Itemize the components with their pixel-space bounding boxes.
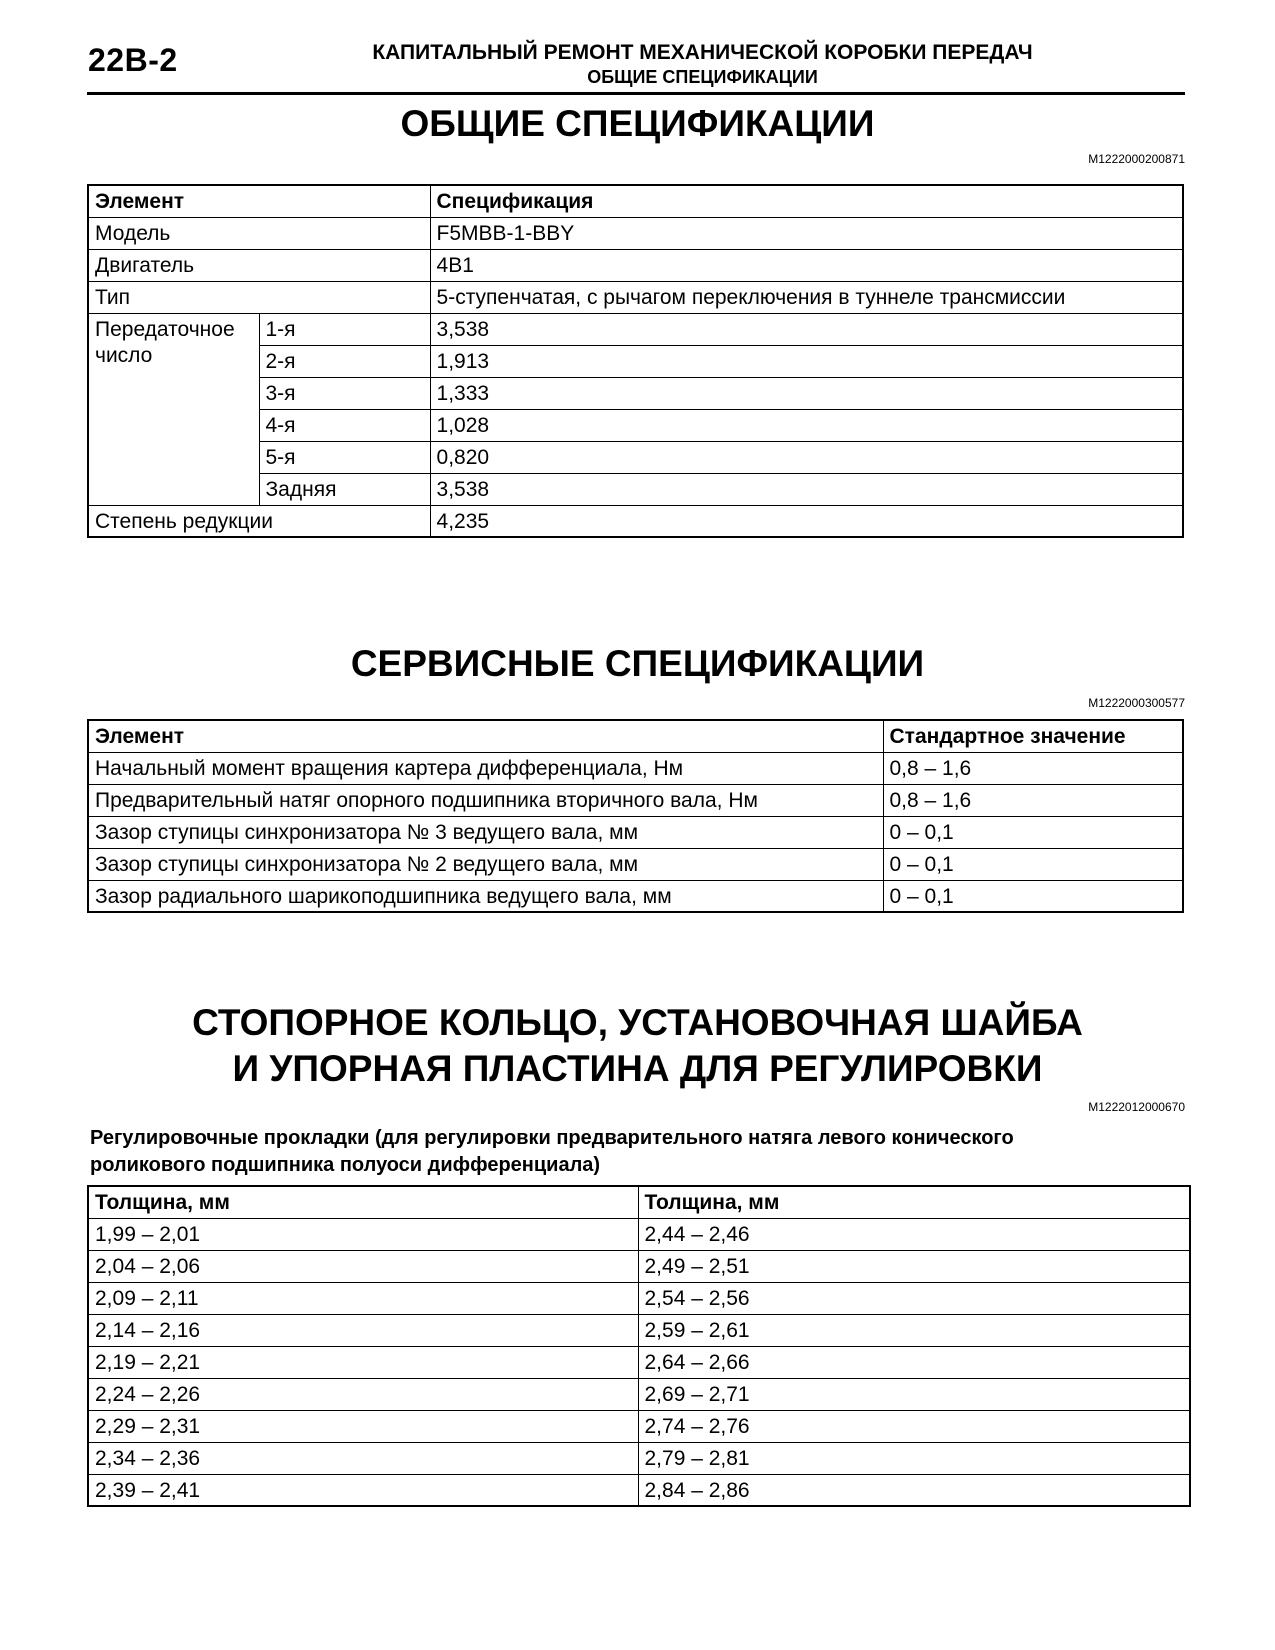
reduction-label: Степень редукции [88, 505, 430, 537]
header-section-title: ОБЩИЕ СПЕЦИФИКАЦИИ [587, 67, 818, 87]
general-specs-code: M1222000200871 [1088, 152, 1185, 166]
thickness-cell: 2,54 – 2,56 [638, 1282, 1190, 1314]
table-row [88, 217, 1183, 249]
gear-label: 4-я [259, 409, 430, 441]
thickness-cell: 1,99 – 2,01 [88, 1218, 638, 1250]
table-row [88, 784, 1183, 816]
service-value: 0,8 – 1,6 [883, 784, 1183, 816]
table-row [88, 313, 1183, 345]
thickness-cell: 2,69 – 2,71 [638, 1378, 1190, 1410]
thickness-cell: 2,49 – 2,51 [638, 1250, 1190, 1282]
service-item: Предварительный натяг опорного подшипника вторичного вала, Нм [88, 784, 883, 816]
table-header-row [88, 720, 1183, 752]
column-header-spec: Спецификация [430, 185, 1183, 217]
thickness-cell: 2,74 – 2,76 [638, 1410, 1190, 1442]
column-header-standard-value: Стандартное значение [883, 720, 1183, 752]
thickness-cell: 2,64 – 2,66 [638, 1346, 1190, 1378]
type-value: 5-ступенчатая, с рычагом переключения в туннеле трансмиссии [430, 281, 1183, 313]
service-specs-table [87, 719, 1184, 913]
gear-ratio-value: 1,333 [430, 377, 1183, 409]
service-value: 0 – 0,1 [883, 848, 1183, 880]
header-chapter-title: КАПИТАЛЬНЫЙ РЕМОНТ МЕХАНИЧЕСКОЙ КОРОБКИ ПЕРЕДАЧ [372, 41, 1033, 64]
service-specs-code: M1222000300577 [1088, 696, 1185, 710]
thickness-cell: 2,79 – 2,81 [638, 1442, 1190, 1474]
table-row [88, 281, 1183, 313]
table-row [88, 249, 1183, 281]
gear-label: 2-я [259, 345, 430, 377]
gear-ratio-label: Передаточное число [88, 313, 259, 505]
engine-label: Двигатель [88, 249, 430, 281]
gear-ratio-value: 0,820 [430, 441, 1183, 473]
thickness-cell: 2,14 – 2,16 [88, 1314, 638, 1346]
general-specs-title: ОБЩИЕ СПЕЦИФИКАЦИИ [400, 103, 875, 144]
table-row [88, 1314, 1190, 1346]
type-label: Тип [88, 281, 430, 313]
gear-label: 5-я [259, 441, 430, 473]
gear-label: 3-я [259, 377, 430, 409]
table-row [88, 1282, 1190, 1314]
column-header-thickness: Толщина, мм [88, 1186, 638, 1218]
running-header [260, 40, 1145, 88]
table-row [88, 752, 1183, 784]
header-rule [87, 92, 1185, 95]
reduction-value: 4,235 [430, 505, 1183, 537]
service-value: 0 – 0,1 [883, 880, 1183, 912]
shim-subheading [90, 1125, 1190, 1179]
service-item: Зазор радиального шарикоподшипника ведущего вала, мм [88, 880, 883, 912]
gear-label: Задняя [259, 473, 430, 505]
service-value: 0,8 – 1,6 [883, 752, 1183, 784]
table-row [88, 1346, 1190, 1378]
table-row [88, 848, 1183, 880]
service-value: 0 – 0,1 [883, 816, 1183, 848]
column-header-thickness: Толщина, мм [638, 1186, 1190, 1218]
engine-value: 4B1 [430, 249, 1183, 281]
table-row [88, 1410, 1190, 1442]
snap-rings-title-line2: И УПОРНАЯ ПЛАСТИНА ДЛЯ РЕГУЛИРОВКИ [232, 1048, 1043, 1089]
thickness-cell: 2,04 – 2,06 [88, 1250, 638, 1282]
table-row [88, 1474, 1190, 1506]
service-item: Начальный момент вращения картера дифференциала, Нм [88, 752, 883, 784]
gear-ratio-value: 3,538 [430, 313, 1183, 345]
column-header-item: Элемент [88, 185, 430, 217]
thickness-cell: 2,29 – 2,31 [88, 1410, 638, 1442]
service-item: Зазор ступицы синхронизатора № 3 ведущего вала, мм [88, 816, 883, 848]
thickness-cell: 2,44 – 2,46 [638, 1218, 1190, 1250]
table-row [88, 505, 1183, 537]
table-header-row [88, 185, 1183, 217]
gear-ratio-value: 3,538 [430, 473, 1183, 505]
table-row [88, 880, 1183, 912]
table-row [88, 1250, 1190, 1282]
shim-thickness-table [87, 1185, 1191, 1507]
model-label: Модель [88, 217, 430, 249]
thickness-cell: 2,39 – 2,41 [88, 1474, 638, 1506]
table-row [88, 1218, 1190, 1250]
service-item: Зазор ступицы синхронизатора № 2 ведущего вала, мм [88, 848, 883, 880]
snap-rings-code: M1222012000670 [1088, 1100, 1185, 1114]
service-specs-title: СЕРВИСНЫЕ СПЕЦИФИКАЦИИ [350, 643, 925, 684]
gear-ratio-value: 1,913 [430, 345, 1183, 377]
table-header-row [88, 1186, 1190, 1218]
model-value: F5MBB-1-BBY [430, 217, 1183, 249]
shim-subheading-line1: Регулировочные прокладки (для регулировки предварительного натяга левого конического [90, 1127, 1014, 1149]
table-row [88, 1442, 1190, 1474]
gear-label: 1-я [259, 313, 430, 345]
page-number: 22B-2 [88, 42, 178, 78]
thickness-cell: 2,34 – 2,36 [88, 1442, 638, 1474]
snap-rings-title-line1: СТОПОРНОЕ КОЛЬЦО, УСТАНОВОЧНАЯ ШАЙБА [192, 1002, 1083, 1043]
thickness-cell: 2,59 – 2,61 [638, 1314, 1190, 1346]
column-header-item: Элемент [88, 720, 883, 752]
gear-ratio-value: 1,028 [430, 409, 1183, 441]
thickness-cell: 2,09 – 2,11 [88, 1282, 638, 1314]
thickness-cell: 2,24 – 2,26 [88, 1378, 638, 1410]
thickness-cell: 2,84 – 2,86 [638, 1474, 1190, 1506]
table-row [88, 816, 1183, 848]
general-specs-table [87, 184, 1184, 538]
shim-subheading-line2: роликового подшипника полуоси дифференциала) [90, 1154, 601, 1176]
thickness-cell: 2,19 – 2,21 [88, 1346, 638, 1378]
table-row [88, 1378, 1190, 1410]
